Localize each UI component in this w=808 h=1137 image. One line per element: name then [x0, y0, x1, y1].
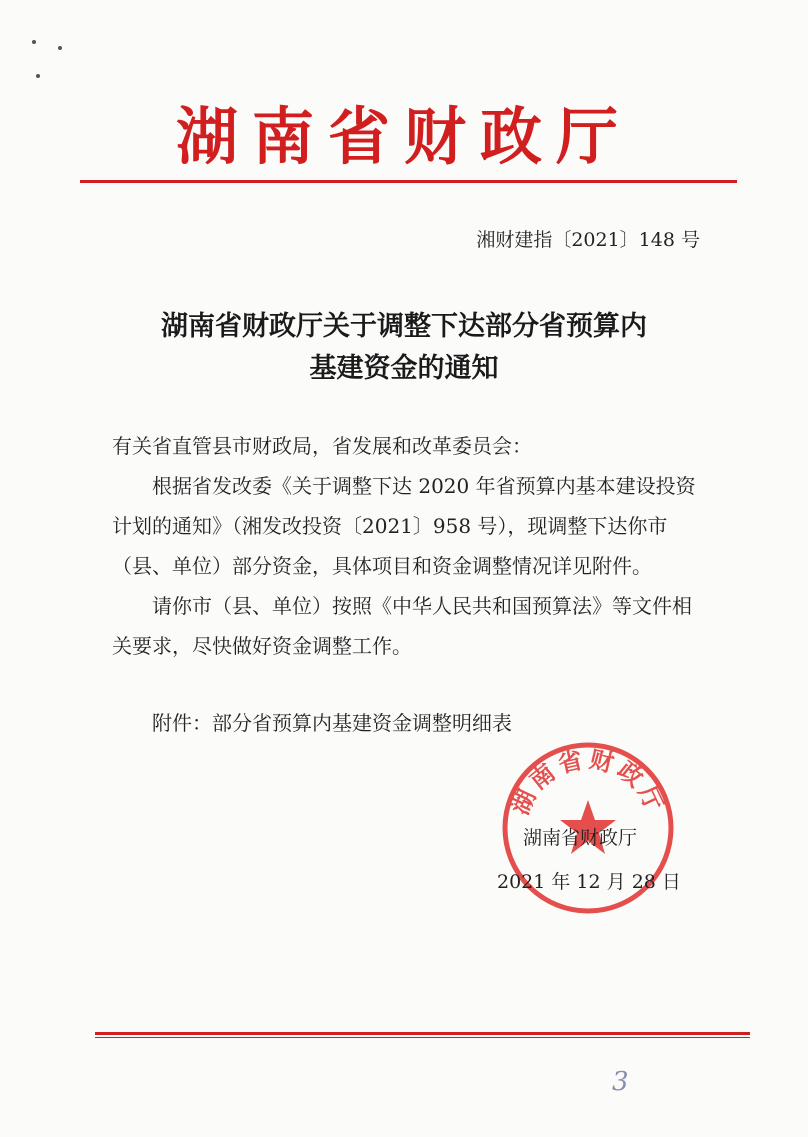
header-red-rule: [80, 180, 737, 183]
signature-org: 湖南省财政厅: [523, 827, 638, 849]
salutation: 有关省直管县市财政局，省发展和改革委员会：: [112, 434, 532, 458]
title-line-2: 基建资金的通知: [309, 353, 499, 384]
document-number: 湘财建指〔2021〕148 号: [476, 229, 700, 251]
attachment-note: 附件：部分省预算内基建资金调整明细表: [152, 711, 512, 735]
document-header: [0, 92, 808, 182]
issuer-name: 湖南省财政厅: [175, 100, 632, 173]
handwritten-page-mark: 3: [612, 1067, 629, 1097]
document-title: [100, 306, 708, 390]
document-body: [112, 426, 704, 666]
body-paragraph-1: 根据省发改委《关于调整下达 2020 年省预算内基本建设投资计划的通知》（湘发改投资〔2021〕958 号），现调整下达你市（县、单位）部分资金，具体项目和资金调整情况详见附件。: [112, 474, 696, 578]
title-line-1: 湖南省财政厅关于调整下达部分省预算内: [161, 311, 647, 342]
body-paragraph-2: 请你市（县、单位）按照《中华人民共和国预算法》等文件相关要求，尽快做好资金调整工作。: [112, 594, 692, 658]
footer-red-rule: [95, 1032, 750, 1035]
footer-red-rule-thin: [95, 1037, 750, 1038]
svg-text:湖南省财政厅: 湖南省财政厅: [505, 744, 671, 819]
signature-date: 2021 年 12 月 28 日: [497, 871, 681, 893]
